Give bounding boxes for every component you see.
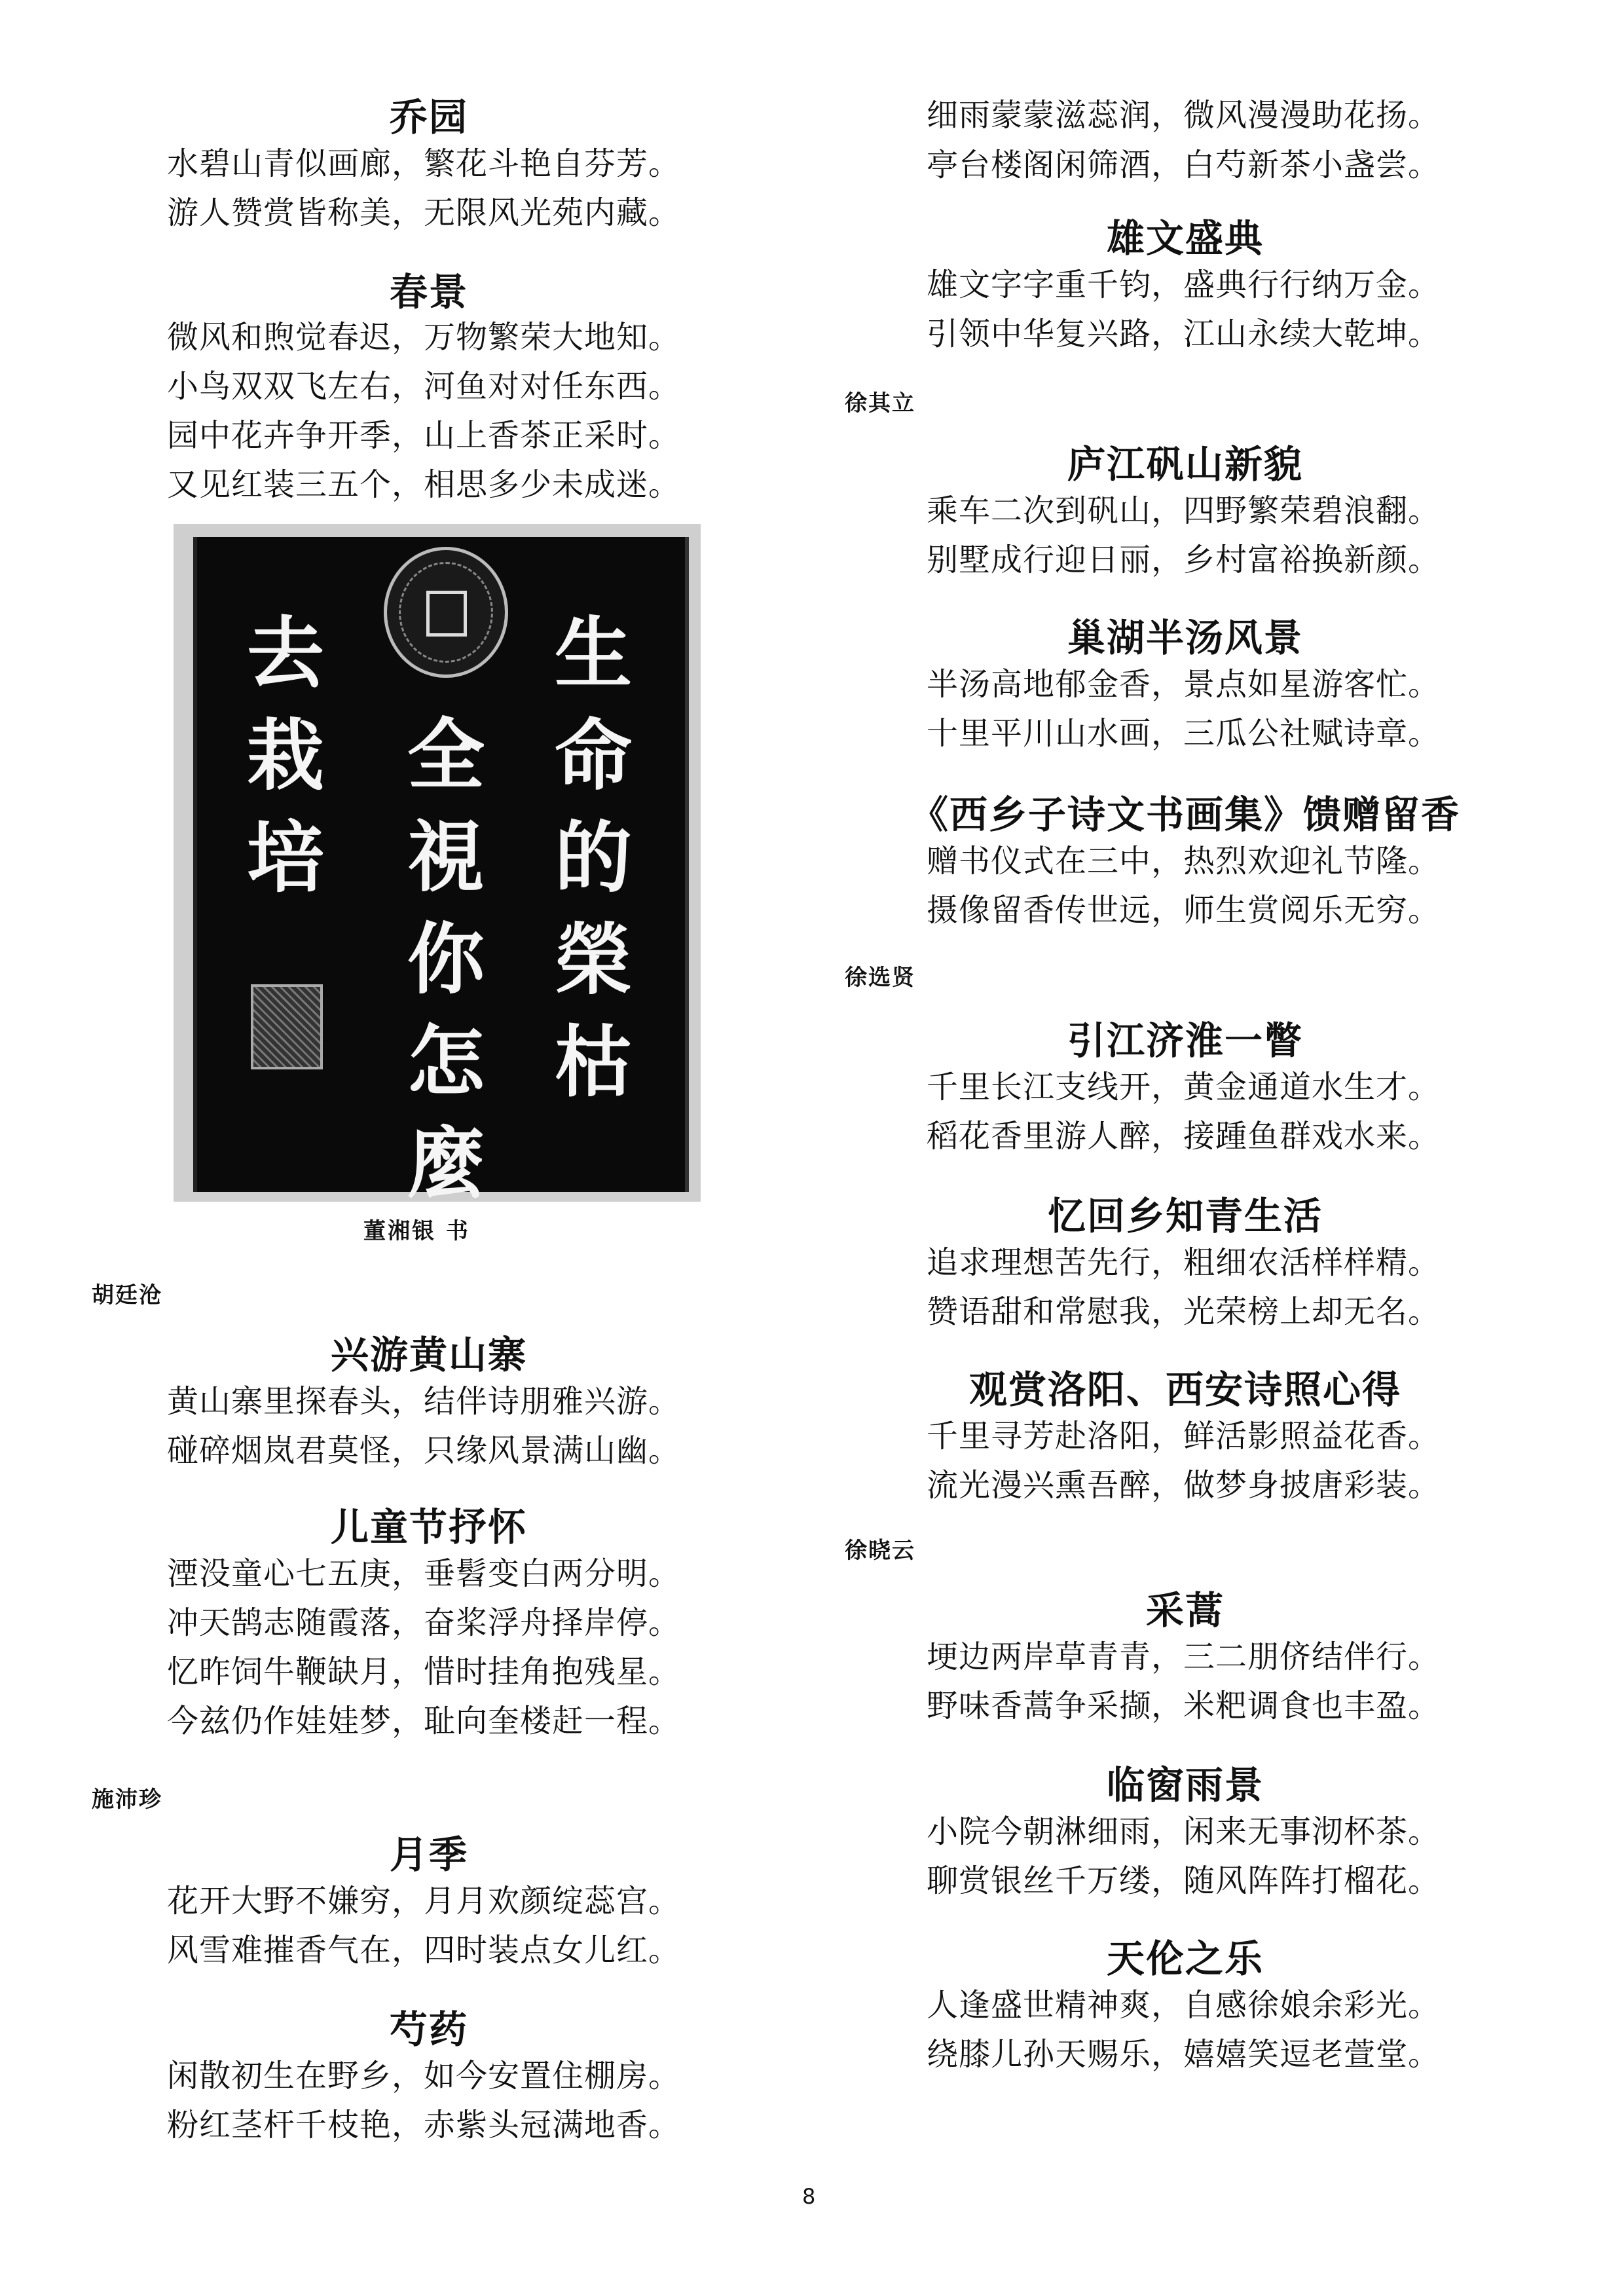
poem-title: 天伦之乐 [1106,1936,1264,1981]
poem-title: 月季 [389,1832,468,1877]
poem-line: 微风和煦觉春迟，万物繁荣大地知。 [167,319,681,356]
calligraphy-char: 怎 [407,1016,485,1107]
poem-title: 兴游黄山寨 [330,1333,527,1377]
poem-line: 亭台楼阁闲筛酒，白芍新茶小盏尝。 [927,147,1441,183]
calligraphy-char: 栽 [246,710,324,801]
poem-line: 小鸟双双飞左右，河鱼对对任东西。 [167,368,681,405]
seal-square-hole [426,591,467,637]
poem-title: 巢湖半汤风景 [1067,616,1303,660]
poem-line: 粉红茎杆千枝艳，赤紫头冠满地香。 [167,2107,681,2143]
coin-seal-icon [384,547,508,678]
poem-title: 采蒿 [1145,1588,1225,1633]
calligraphy-char: 去 [246,608,324,699]
poem-title: 春景 [389,270,468,314]
poem [910,1763,1460,1914]
poem-line: 赠书仪式在三中，热烈欢迎礼节隆。 [927,843,1441,880]
poem [167,1333,691,1484]
calligraphy-image [174,524,701,1209]
poem-line: 又见红装三五个，相思多少未成迷。 [167,466,681,503]
poem-title: 引江济淮一瞥 [1067,1018,1303,1063]
author-name: 徐其立 [845,390,915,417]
calligraphy-caption: 董湘银 书 [363,1218,470,1244]
poem [167,270,691,518]
poem [910,1367,1460,1519]
calligraphy-char: 命 [554,710,632,801]
calligraphy-char: 麼 [407,1118,485,1209]
poem-line: 湮没童心七五庚，垂髫变白两分明。 [167,1555,681,1592]
calligraphy-char: 生 [554,608,632,699]
calligraphy-column [403,704,488,1215]
poem-line: 赞语甜和常慰我，光荣榜上却无名。 [927,1293,1441,1330]
poem-title: 芍药 [389,2007,468,2052]
calligraphy-char: 榮 [554,914,632,1005]
poem [167,2007,691,2158]
poem [167,95,691,246]
poem-line: 忆昨饲牛鞭缺月，惜时挂角抱残星。 [167,1654,681,1690]
poem [167,1505,691,1754]
poem-line: 细雨蒙蒙滋蕊润，微风漫漫助花扬。 [927,97,1441,134]
author-name: 徐晓云 [845,1538,915,1564]
poem-line: 野味香蒿争采撷，米粑调食也丰盈。 [927,1688,1441,1724]
poem-title: 忆回乡知青生活 [1047,1194,1323,1238]
poem-line: 别墅成行迎日丽，乡村富裕换新颜。 [927,542,1441,578]
calligraphy-panel [193,537,689,1209]
poem-line: 引领中华复兴路，江山永续大乾坤。 [927,316,1441,352]
poem-line: 人逢盛世精神爽，自感徐娘余彩光。 [927,1987,1441,2024]
poem-title: 观赏洛阳、西安诗照心得 [968,1367,1401,1412]
calligraphy-char: 的 [554,812,632,903]
poem-line: 乘车二次到矾山，四野繁荣碧浪翻。 [927,492,1441,529]
poem-title: 雄文盛典 [1106,216,1264,261]
poem-line: 小院今朝淋细雨，闲来无事沏杯茶。 [927,1813,1441,1850]
author-name: 施沛珍 [92,1787,162,1813]
poem-line: 绕膝儿孙天赐乐，嬉嬉笑逗老萱堂。 [927,2036,1441,2073]
calligraphy-char: 視 [407,811,485,902]
author-name: 徐选贤 [845,965,915,991]
poem-title: 儿童节抒怀 [330,1505,527,1549]
poem-line: 千里长江支线开，黄金通道水生才。 [927,1069,1441,1105]
name-seal-stamp [251,984,323,1069]
poem-line: 摄像留香传世远，师生赏阅乐无穷。 [927,892,1441,929]
poem-line: 水碧山青似画廊，繁花斗艳自芬芳。 [167,145,681,182]
poem [910,1588,1460,1739]
poem-line: 今兹仍作娃娃梦，耻向奎楼赶一程。 [167,1703,681,1739]
poem-line: 闲散初生在野乡，如今安置住棚房。 [167,2058,681,2094]
calligraphy-column [243,602,328,909]
poem-line: 冲天鹄志随霞落，奋桨浮舟择岸停。 [167,1604,681,1641]
poem [167,1832,691,1984]
poem-line: 黄山寨里探春头，结伴诗朋雅兴游。 [167,1383,681,1420]
poem-line: 风雪难摧香气在，四时装点女儿红。 [167,1932,681,1969]
calligraphy-char: 培 [246,812,324,903]
calligraphy-char: 枯 [554,1016,632,1107]
poem [910,442,1460,593]
poem-title: 《西乡子诗文书画集》馈赠留香 [910,792,1460,837]
poem-line: 千里寻芳赴洛阳，鲜活影照益花香。 [927,1418,1441,1454]
poem [910,616,1460,767]
page-number: 8 [802,2184,816,2209]
author-name: 胡廷沧 [92,1282,162,1308]
calligraphy-char: 你 [407,914,485,1005]
poem-line: 追求理想苦先行，粗细农活样样精。 [927,1244,1441,1281]
poem-title: 乔园 [389,95,468,139]
poem-line: 游人赞赏皆称美，无限风光苑内藏。 [167,194,681,231]
poem-line: 稻花香里游人醉，接踵鱼群戏水来。 [927,1118,1441,1155]
poem-line: 花开大野不嫌穷，月月欢颜绽蕊宫。 [167,1883,681,1919]
poem [910,1936,1460,2088]
poem-line: 园中花卉争开季，山上香茶正采时。 [167,417,681,454]
poem [910,216,1460,367]
poem-title: 庐江矾山新貌 [1067,442,1303,487]
poem [910,1194,1460,1345]
poem-line: 埂边两岸草青青，三二朋侪结伴行。 [927,1639,1441,1675]
poem-line: 聊赏银丝千万缕，随风阵阵打榴花。 [927,1862,1441,1899]
calligraphy-char: 全 [407,709,485,800]
poem-title: 临窗雨景 [1106,1763,1264,1807]
poem [910,1018,1460,1170]
poem [897,792,1473,944]
calligraphy-column [551,602,636,1113]
poem-line: 十里平川山水画，三瓜公社赋诗章。 [927,715,1441,752]
poem-line: 碰碎烟岚君莫怪，只缘风景满山幽。 [167,1432,681,1469]
poem-line: 半汤高地郁金香，景点如星游客忙。 [927,666,1441,703]
poem-line: 雄文字字重千钧，盛典行行纳万金。 [927,267,1441,303]
poem-line: 流光漫兴熏吾醉，做梦身披唐彩装。 [927,1467,1441,1504]
